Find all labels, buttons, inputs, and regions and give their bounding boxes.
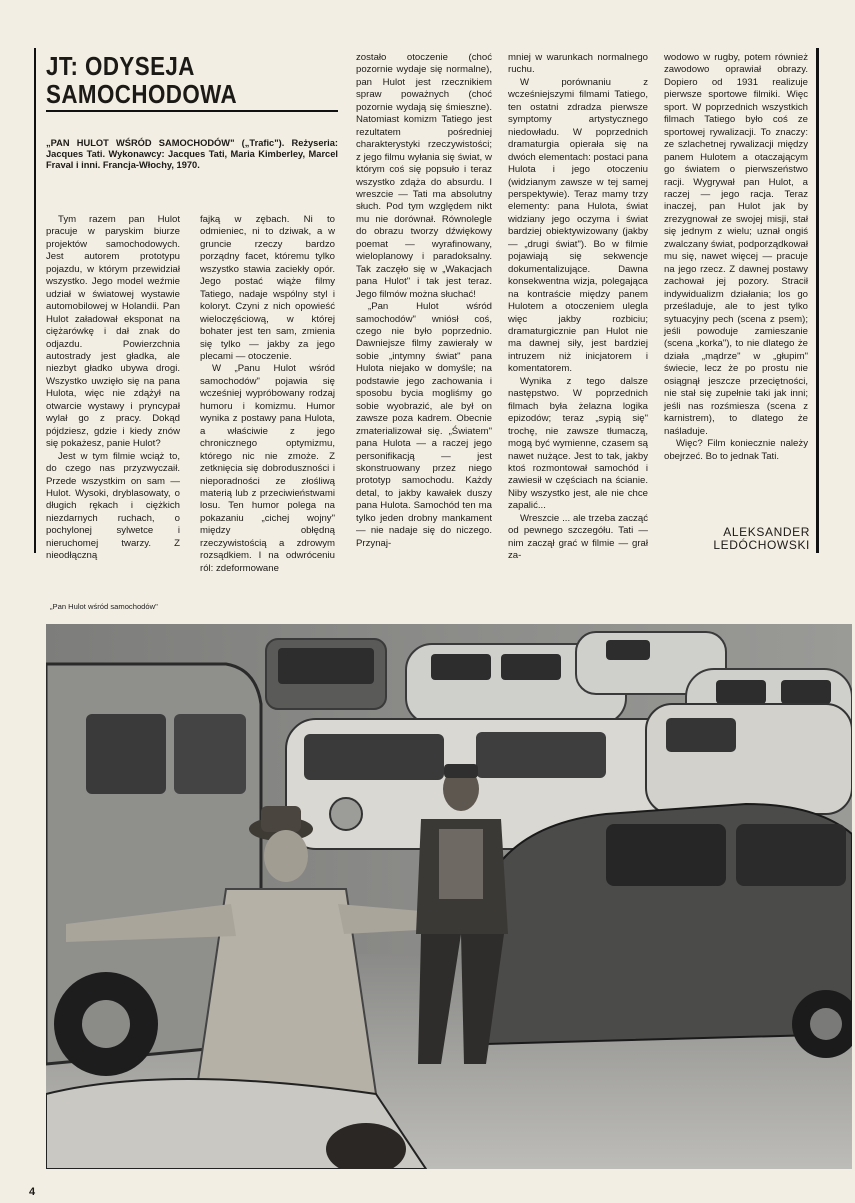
author-signature: ALEKSANDER LEDÓCHOWSKI [713,525,810,552]
paragraph: Tym razem pan Hulot pracuje w paryskim biurze projektów samochodowych. Jest autorem prototypu pojazdu, w którym przewidział wszystko. Jego model weźmie udział w światowej wystawie automobilowej w Holandii. Pan Hulot załadował eksponat na ciężarówkę i dał znak do odjazdu. Powierzchnia autostrady jest gładka, ale niezbyt gładko ubywa drogi. Wszystko uwzięło się na pana Hulota, więc nie zdążył na otwarcie wystawy i pryncypał wylał go z pracy. Dokąd pójdziesz, gdzie i kiedy znów się pokażesz, panie Hulot? [46,214,180,450]
paragraph: wodowo w rugby, potem również zawodowo oprawiał obrazy. Dopiero od 1931 realizuje pierwsze sportowe filmiki. Więc sport. W poprzednich wszystkich filmach Tatiego było coś ze sportowej rywalizacji. To znaczy: ze szlachetnej rywalizacji między panem Hulotem a otaczającym go światem o pierwszeństwo racji. Wygrywał pan Hulot, a raczej — jego racja. Teraz inaczej, pan Hulot jak by zrezygnował ze swojej misji, stał się jednym z wielu; uznał ongiś zwalczany świat, podporządkował mu się, nawet więcej — pracuje na jego rzecz. Z dawnej postawy zachował jej pozory. Stracił indywidualizm działania; los go prześladuje, ale to jest tylko sytuacyjny pech (scena z psem); jeśli powoduje zamieszanie (scena „korka"), to nie dlatego że działa „mądrze" w „głupim" świecie, lecz że po prostu nie osiągnął jeszcze przeciętności, nie stał się zupełnie taki jak inni; jeśli nas rozśmiesza (scena z karnistrem), to dlatego że naśladuje. [664,52,808,437]
paragraph: Wreszcie ... ale trzeba zacząć od pewnego szczegółu. Tati — nim zaczął grać w filmie — grał za- [508,512,648,562]
paragraph: Więc? Film koniecznie należy obejrzeć. Bo to jednak Tati. [664,438,808,462]
paragraph: mniej w warunkach normalnego ruchu. [508,52,648,76]
paragraph: fajką w zębach. Ni to odmieniec, ni to dziwak, a w gruncie rzeczy bardzo porządny facet, któremu tylko wszystko stawia zaciekły opór. Jego postać wiąże filmy Tatiego, nadaje wspólny styl i koloryt. Czyni z nich opowieść wieloczęściową, w której bohater jest ten sam, zmienia się tylko — jakby za jego plecami — otoczenie. [200,214,335,362]
text-column-3 [356,52,492,550]
paragraph: Wynika z tego dalsze następstwo. W poprzednich filmach była żelazna logika epizodów; teraz „sypią się" trochę, nie zawsze tłumaczą, mogą być wymienne, czasem są nawet nużące. Jest to tak, jakby ktoś rozmontował samochód i zawiesił w częściach na ścianie. Niby wszystko jest, ale nie chce zapalić... [508,375,648,512]
title-rule [46,110,338,112]
paragraph: W porównaniu z wcześniejszymi filmami Tatiego, ten ostatni zdradza pierwsze symptomy artystycznego niedowładu. W poprzednich dramaturgia opierała się na dwóch elementach: postaci pana Hulota i jego otoczeniu (widzianym zawsze w tej samej perspektywie). Teraz mamy trzy elementy: pana Hulota, świat widziany jego oczyma i świat bardziej obiektywizowany (jakby — „drugi świat"). Bo w filmie pojawiają się sekwencje dokumentalizujące. Dawna konsekwentna wizja, polegająca na kontraście między panem Hulotem a otoczeniem ulegla więc jakby rozbiciu; dramaturgicznie pan Hulot nie ma dawnej siły, jest bardziej intruzem niż inicjatorem i komentatorem. [508,76,648,375]
text-column-5 [664,52,808,463]
text-column-2 [200,214,335,575]
paragraph: „Pan Hulot wśród samochodów" wniósł coś, czego nie było poprzednio. Dawniejsze filmy zawierały w sobie „intymny świat" pana Hulota niejako w domyśle; na podstawie jego zachowania i sposobu bycia mogliśmy go sobie wyobrazić, ale był on zawsze poza kadrem. Obecnie zmaterializował się. „Światem" pana Hulota — a raczej jego personifikacją — jest skonstruowany przez niego prototyp samochodu. Każdy detal, to jakby kawałek duszy pana Hulota. Samochód ten ma tylko jeden drobny mankament — nie nadaje się do niczego. Przynaj- [356,301,492,549]
text-column-4 [508,52,648,563]
photo-caption: „Pan Hulot wśród samochodów" [50,602,158,611]
column-rule-right [816,48,819,553]
paragraph: Jest w tym filmie wciąż to, do czego nas przyzwyczaił. Przede wszystkim on sam — Hulot. Wysoki, dryblasowaty, o długich rękach i ciężkich niezdarnych ruchach, o pochylonej sylwetce i nieruchomej twarzy. Z nieodłączną [46,450,180,562]
page-number: 4 [29,1186,36,1198]
column-rule-left [34,48,36,553]
paragraph: zostało otoczenie (choć pozornie wydaje się normalne), pan Hulot jest rzecznikiem spraw poważnych (choć pozornie wydają się śmieszne). Natomiast komizm Tatiego jest rezultatem pośredniej charakterystyki rzeczywistości; z jego filmu wyłania się świat, w którym coś się popsuło i teraz wszystko zdąża do absurdu. I wreszcie — Tati ma absolutny słuch. Pod tym względem nikt mu nie dorównał. Równolegle do obrazu tworzy dźwiękowy poemat — wyrafinowany, wieloplanowy i paradoksalny. Tak zaczęło się w „Wakacjach pana Hulot" i tak jest teraz. Jego filmów można słuchać! [356,52,492,300]
traffic-jam-photo-icon [46,624,852,1169]
article-title: JT: ODYSEJA SAMOCHODOWA [46,51,238,109]
film-credits: „PAN HULOT WŚRÓD SAMOCHODÓW" („Trafic"). Reżyseria: Jacques Tati. Wykonawcy: Jacques Tati, Maria Kimberley, Marcel Fraval i inni. Francja-Włochy, 1970. [46,138,338,170]
text-column-1 [46,214,180,563]
paragraph: W „Panu Hulot wśród samochodów" pojawia się wcześniej wypróbowany rodzaj humoru i komizmu. Humor wynika z postawy pana Hulota, a właściwie z jego chronicznego optymizmu, którego nic nie zmoże. Z zetknięcia się dobroduszności i nieporadności ze złośliwą materią lub z przeciwieństwami losu. Ten humor polega na pokazaniu „cichej wojny" między obłędną rzeczywistością a zdrowym rozsądkiem. I na odwróceniu ról: zdeformowane [200,363,335,574]
film-still-photo [46,624,852,1169]
